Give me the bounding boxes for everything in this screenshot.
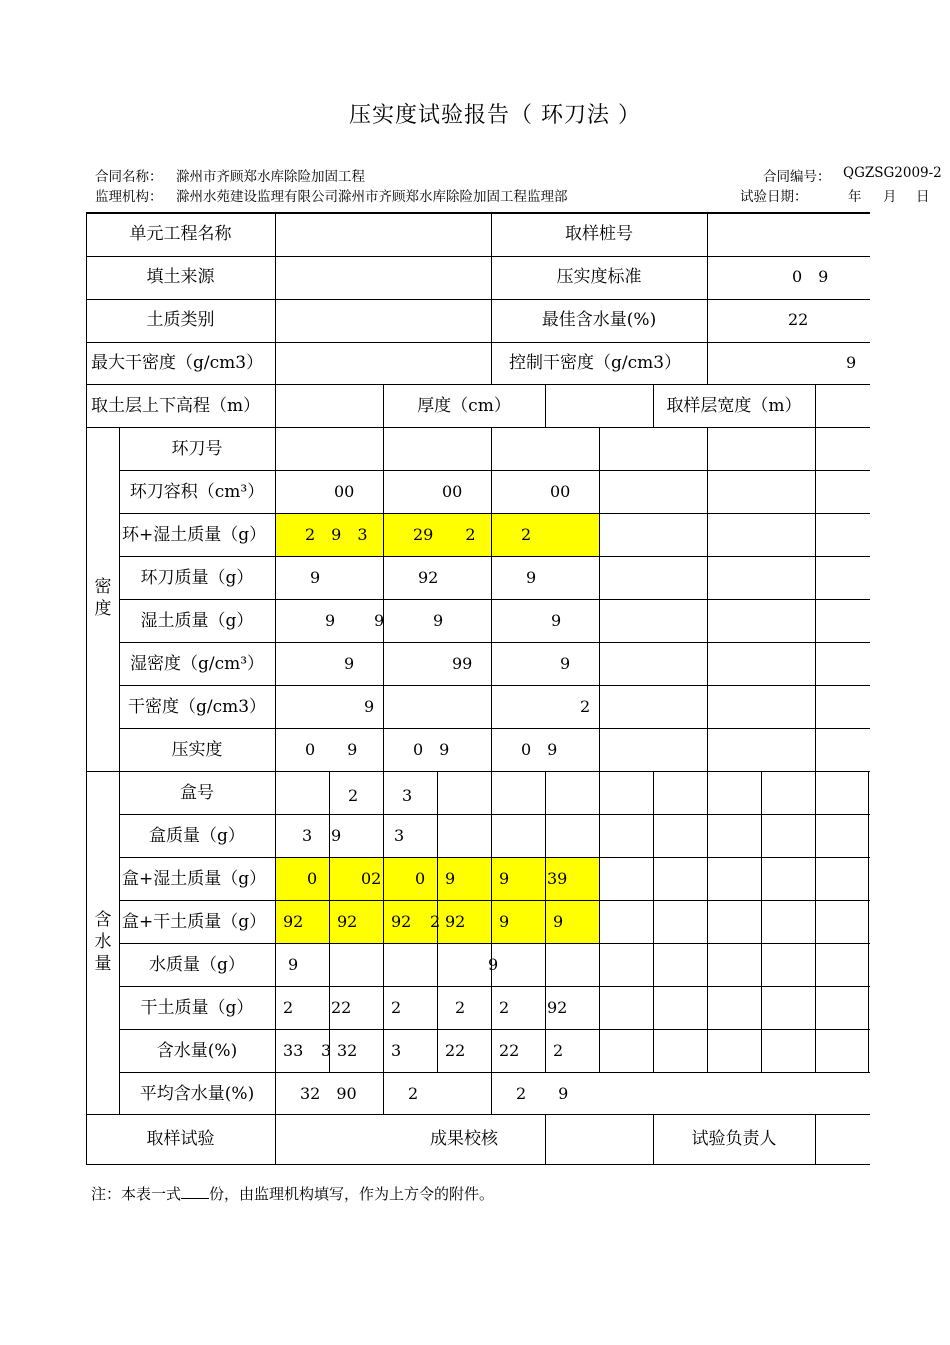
control-dry-density-value: 9 (846, 353, 857, 372)
sample-station-label: 取样桩号 (565, 224, 633, 244)
contract-no-label: 合同编号： (763, 169, 831, 185)
box-wet-label: 盒+湿土质量（g） (122, 869, 267, 889)
contract-name-label: 合同名称： (95, 169, 163, 185)
dry-density-label: 干密度（g/cm3） (127, 697, 267, 717)
dry-soil-mass-label: 干土质量（g） (140, 998, 254, 1018)
moisture-2: 32 (337, 1041, 358, 1060)
responsible-label: 试验负责人 (691, 1129, 777, 1149)
ring-wet-3: 2 (521, 525, 532, 544)
ring-wet-1: 2 9 3 (305, 525, 368, 544)
copies-blank (181, 1184, 209, 1199)
wet-density-label: 湿密度（g/cm³） (129, 654, 265, 674)
supervisor: 滁州水苑建设监理有限公司滁州市齐顾郑水库除险加固工程监理部 (176, 189, 568, 205)
ring-volume-2: 00 (442, 482, 463, 501)
compaction-label: 压实度 (171, 740, 223, 760)
avg-moisture-3: 2 9 (516, 1084, 569, 1103)
water-mass-1: 9 (288, 955, 299, 974)
moisture-1b: 3 (321, 1041, 332, 1060)
sampling-label: 取样试验 (146, 1129, 215, 1149)
dry-soil-mass-1: 2 (283, 998, 294, 1017)
moisture-4: 22 (445, 1041, 466, 1060)
moisture-label: 含水量(%) (156, 1041, 238, 1061)
water-mass-4: 9 (488, 955, 499, 974)
ring-mass-1: 9 (310, 568, 321, 587)
box-wet-4: 9 (445, 869, 456, 888)
box-wet-6: 39 (547, 869, 568, 888)
ring-mass-label: 环刀质量（g） (140, 568, 254, 588)
ring-wet-label: 环+湿土质量（g） (122, 525, 267, 545)
unit-project-label: 单元工程名称 (129, 224, 232, 244)
moisture-5: 22 (499, 1041, 520, 1060)
elevation-label: 取土层上下高程（m） (91, 396, 261, 416)
compaction-std-value: 0 9 (792, 267, 829, 286)
max-dry-density-label: 最大干密度（g/cm3） (91, 353, 264, 373)
box-dry-5: 9 (499, 912, 510, 931)
supervisor-label: 监理机构： (95, 189, 163, 205)
box-wet-1: 0 (307, 869, 318, 888)
dry-soil-mass-3: 2 (391, 998, 402, 1017)
box-mass-1: 3 (302, 826, 313, 845)
avg-moisture-label: 平均含水量(%) (139, 1084, 255, 1104)
wet-density-3: 9 (560, 654, 571, 673)
box-dry-4: 92 (445, 912, 466, 931)
box-no-3: 3 (402, 786, 413, 805)
footnote-suffix: 份，由监理机构填写，作为上方令的附件。 (209, 1185, 495, 1203)
box-wet-2: 02 (361, 869, 382, 888)
optimal-moisture-value: 22 (788, 310, 809, 329)
dry-soil-mass-6: 92 (547, 998, 568, 1017)
test-date-label: 试验日期： (740, 189, 808, 205)
water-mass-label: 水质量（g） (149, 955, 245, 975)
optimal-moisture-label: 最佳含水量(%) (541, 310, 657, 330)
box-wet-5: 9 (499, 869, 510, 888)
moisture-section-label: 含水量 (94, 910, 112, 974)
ring-volume-label: 环刀容积（cm³） (129, 482, 265, 502)
box-no-label: 盒号 (180, 783, 214, 803)
ring-volume-3: 00 (550, 482, 571, 501)
dry-density-3: 2 (580, 697, 591, 716)
compaction-1: 0 9 (305, 740, 358, 759)
density-section-label: 密度 (94, 577, 112, 619)
thickness-label: 厚度（cm） (417, 396, 511, 416)
box-wet-3: 0 (415, 869, 426, 888)
ring-mass-3: 9 (526, 568, 537, 587)
compaction-std-label: 压实度标准 (556, 267, 642, 287)
box-dry-1: 92 (283, 912, 304, 931)
wet-density-1: 9 (344, 654, 355, 673)
box-mass-1b: 9 (331, 826, 342, 845)
date-day: 日 (916, 189, 930, 205)
page-title: 压实度试验报告（ 环刀法 ） (349, 103, 641, 128)
box-no-2: 2 (348, 786, 359, 805)
dry-soil-mass-5: 2 (499, 998, 510, 1017)
compaction-3: 0 9 (521, 740, 558, 759)
footnote-prefix: 注：本表一式 (91, 1185, 182, 1203)
box-mass-2: 3 (394, 826, 405, 845)
compaction-2: 0 9 (413, 740, 450, 759)
box-dry-3: 92 (391, 912, 412, 931)
box-dry-2: 92 (337, 912, 358, 931)
wet-soil-label: 湿土质量（g） (140, 611, 254, 631)
wet-soil-3: 9 (551, 611, 562, 630)
wet-soil-1: 9 (325, 611, 336, 630)
moisture-1: 33 (283, 1041, 304, 1060)
ring-volume-1: 00 (334, 482, 355, 501)
control-dry-density-label: 控制干密度（g/cm3） (509, 353, 682, 373)
moisture-6: 2 (553, 1041, 564, 1060)
ring-no-label: 环刀号 (171, 439, 223, 459)
dry-soil-mass-4: 2 (455, 998, 466, 1017)
contract-name: 滁州市齐顾郑水库除险加固工程 (176, 169, 365, 185)
layer-width-label: 取样层宽度（m） (666, 396, 802, 416)
ring-wet-2: 29 2 (413, 525, 476, 544)
avg-moisture-1: 32 90 (300, 1084, 357, 1103)
dry-soil-mass-2: 22 (331, 998, 352, 1017)
footnote (91, 1183, 494, 1204)
ring-mass-2: 92 (418, 568, 439, 587)
dry-density-1: 9 (364, 697, 375, 716)
verify-label: 成果校核 (430, 1129, 498, 1149)
box-dry-label: 盒+干土质量（g） (122, 912, 267, 932)
wet-soil-2: 9 (433, 611, 444, 630)
moisture-3: 3 (391, 1041, 402, 1060)
date-year: 年 (848, 189, 862, 205)
box-dry-3b: 2 (430, 912, 441, 931)
box-dry-6: 9 (553, 912, 564, 931)
soil-type-label: 土质类别 (146, 310, 215, 330)
date-month: 月 (883, 189, 897, 205)
wet-density-2: 99 (452, 654, 473, 673)
wet-soil-1b: 9 (374, 611, 385, 630)
fill-source-label: 填土来源 (146, 267, 215, 287)
avg-moisture-2: 2 (408, 1084, 419, 1103)
box-mass-label: 盒质量（g） (149, 826, 245, 846)
contract-no: QGZSG2009-2 (843, 165, 942, 181)
